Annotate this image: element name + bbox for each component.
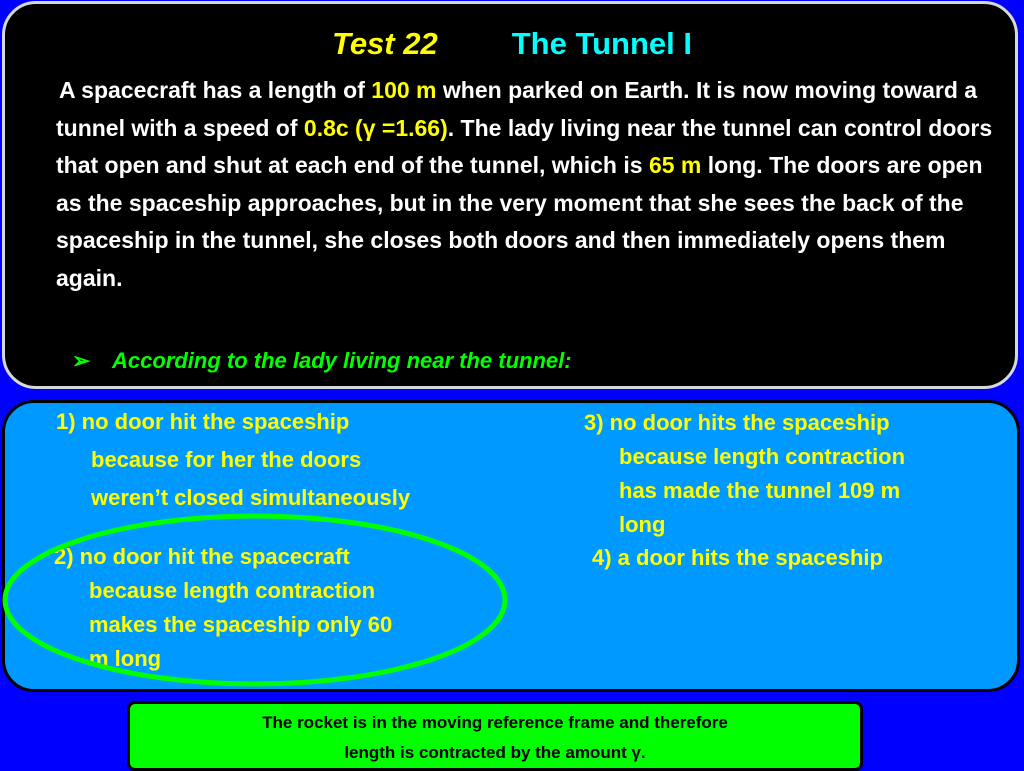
- question-text: A spacecraft has a length of 100 m when parked on Earth. It is now moving toward a tunnel with a speed of 0.8c (γ =1.66). The lady living near the tunnel can control doors that open and shut at each end of the tunnel, which is 65 m long. The doors are open as the spaceship approaches, but in the very moment that she sees the back of the spaceship in the tunnel, she closes both doors and then immediately opens them again.: [56, 77, 993, 291]
- explanation-line-2: length is contracted by the amount γ.: [344, 743, 646, 762]
- explanation-line-1: The rocket is in the moving reference frame and therefore: [262, 713, 728, 732]
- test-name: The Tunnel I: [511, 26, 692, 61]
- prompt-text: According to the lady living near the tunnel:: [112, 348, 572, 373]
- explanation-box: [127, 701, 863, 771]
- option-1[interactable]: 1) no door hit the spaceship because for her the doors weren’t closed simultaneously: [56, 409, 411, 510]
- option-4[interactable]: 4) a door hits the spaceship: [592, 545, 883, 570]
- arrow-bullet-icon: ➢: [72, 348, 91, 373]
- tunnel-length: 65 m: [648, 152, 702, 178]
- option-2[interactable]: 2) no door hit the spacecraft because length contraction makes the spaceship only 60 m long: [54, 544, 393, 671]
- spacecraft-length: 100 m: [371, 77, 437, 103]
- test-number: Test 22: [332, 26, 438, 61]
- spacecraft-speed: 0.8c (γ =1.66): [303, 114, 448, 141]
- correct-answer-circle: [0, 505, 520, 695]
- slide-title: [0, 24, 1024, 64]
- prompt-bullet: [72, 348, 572, 374]
- option-3[interactable]: 3) no door hits the spaceship because length contraction has made the tunnel 109 m long: [584, 410, 906, 537]
